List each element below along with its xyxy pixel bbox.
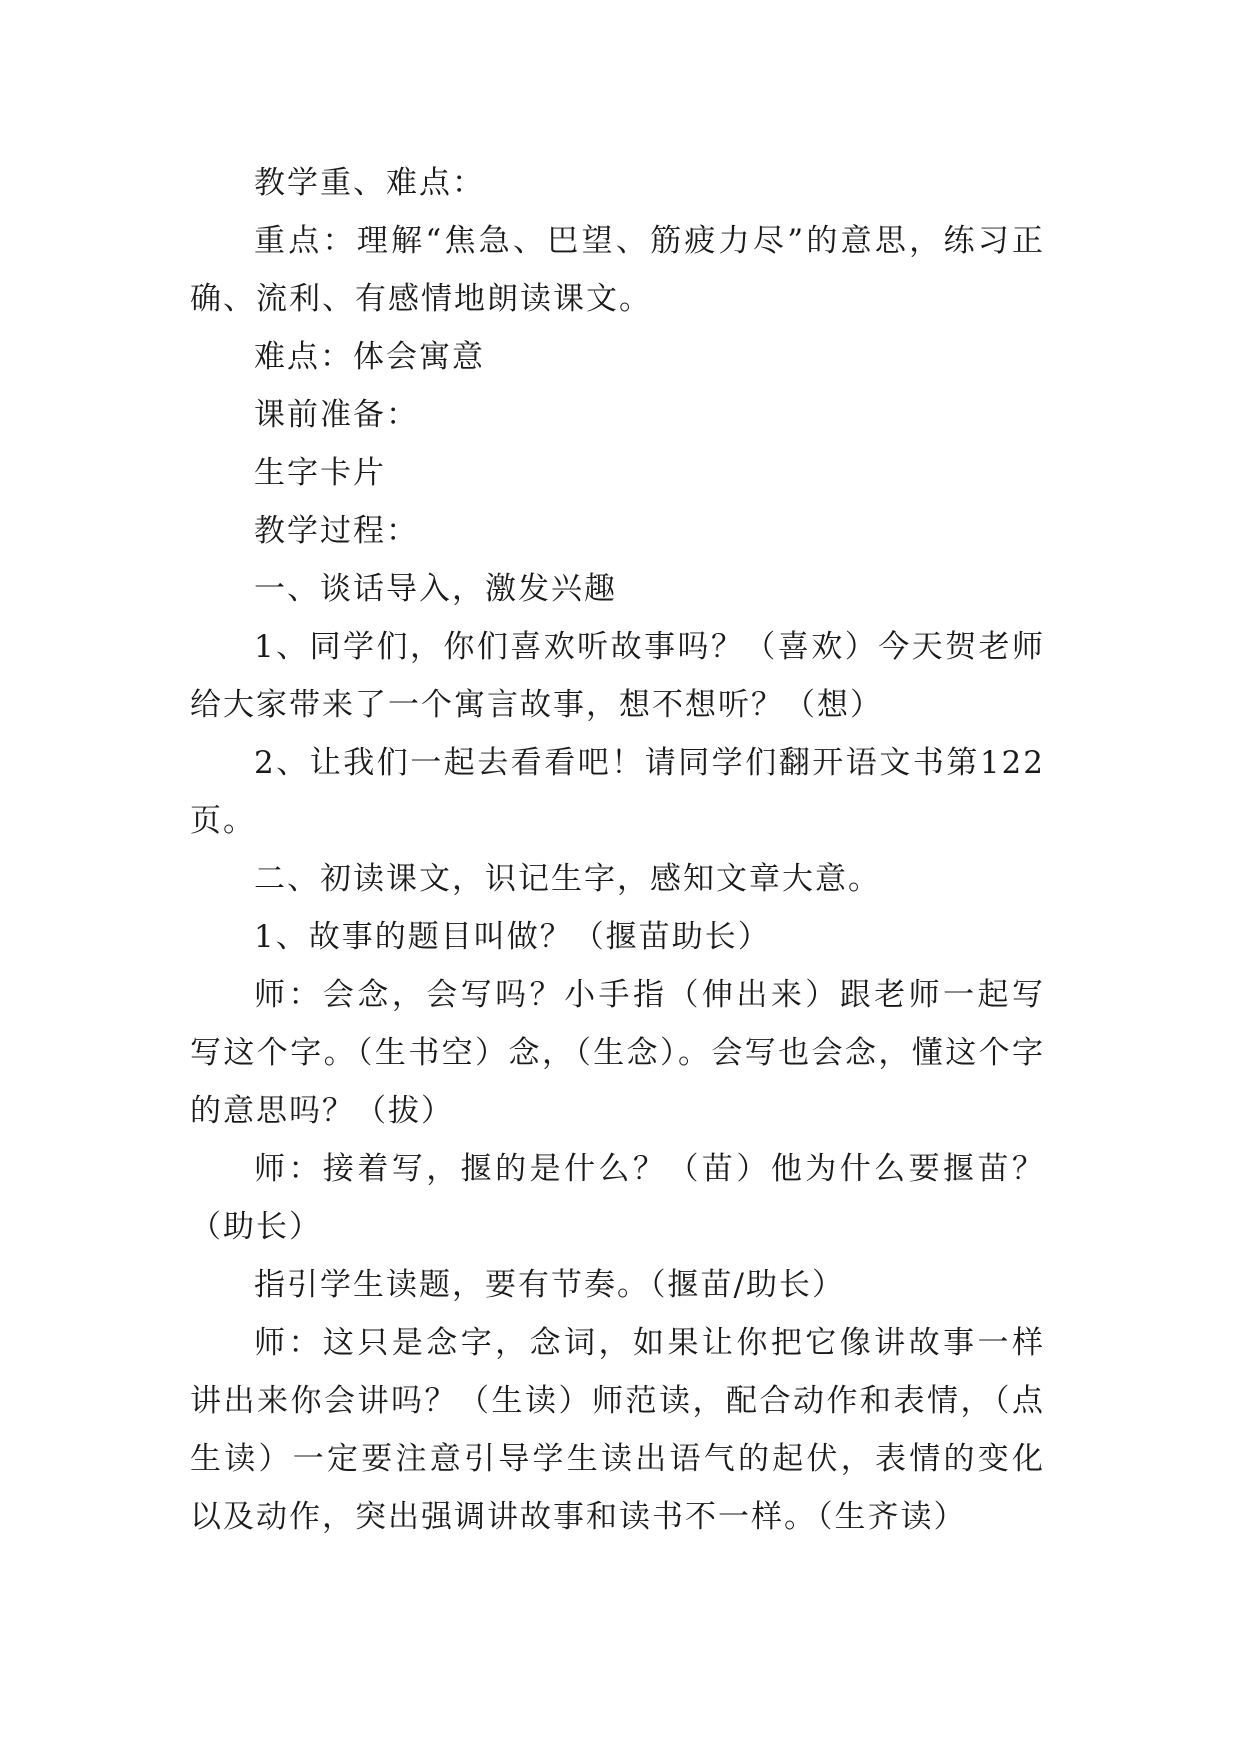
paragraph-preparation: 生字卡片 [254,455,386,491]
paragraph-storytelling: 师：这只是念字，念词，如果让你把它像讲故事一样讲出来你会讲吗？（生读）师范读，配合动作和表情，（点生读）一定要注意引导学生读出语气的起伏，表情的变化以及动作，突出强调讲故事和读书不一样。（生齐读） [190,1325,1045,1535]
paragraph-step-1: 1、同学们，你们喜欢听故事吗？（喜欢）今天贺老师给大家带来了一个寓言故事，想不想听？（想） [190,629,1045,723]
heading-section-two: 二、初读课文，识记生字，感知文章大意。 [254,861,881,897]
paragraph-teacher-continue: 师：接着写，揠的是什么？（苗）他为什么要揠苗？（助长） [190,1151,1045,1245]
paragraph-guide-reading: 指引学生读题，要有节奏。（揠苗/助长） [254,1267,845,1303]
heading-key-points: 教学重、难点： [254,165,485,201]
document-body [190,154,1045,1546]
heading-teaching-process: 教学过程： [254,513,419,549]
heading-preparation: 课前准备： [254,397,419,433]
paragraph-step-2: 2、让我们一起去看看吧！请同学们翻开语文书第122页。 [190,745,1045,839]
paragraph-key-point: 重点：理解“焦急、巴望、筋疲力尽”的意思，练习正确、流利、有感情地朗读课文。 [190,223,1045,317]
paragraph-difficult-point: 难点：体会寓意 [254,339,485,375]
paragraph-title-question: 1、故事的题目叫做？（揠苗助长） [254,919,771,955]
paragraph-teacher-writing: 师：会念，会写吗？小手指（伸出来）跟老师一起写写这个字。（生书空）念，（生念）。会写也会念，懂这个字的意思吗？（拔） [190,977,1045,1129]
heading-section-one: 一、谈话导入，激发兴趣 [254,571,617,607]
